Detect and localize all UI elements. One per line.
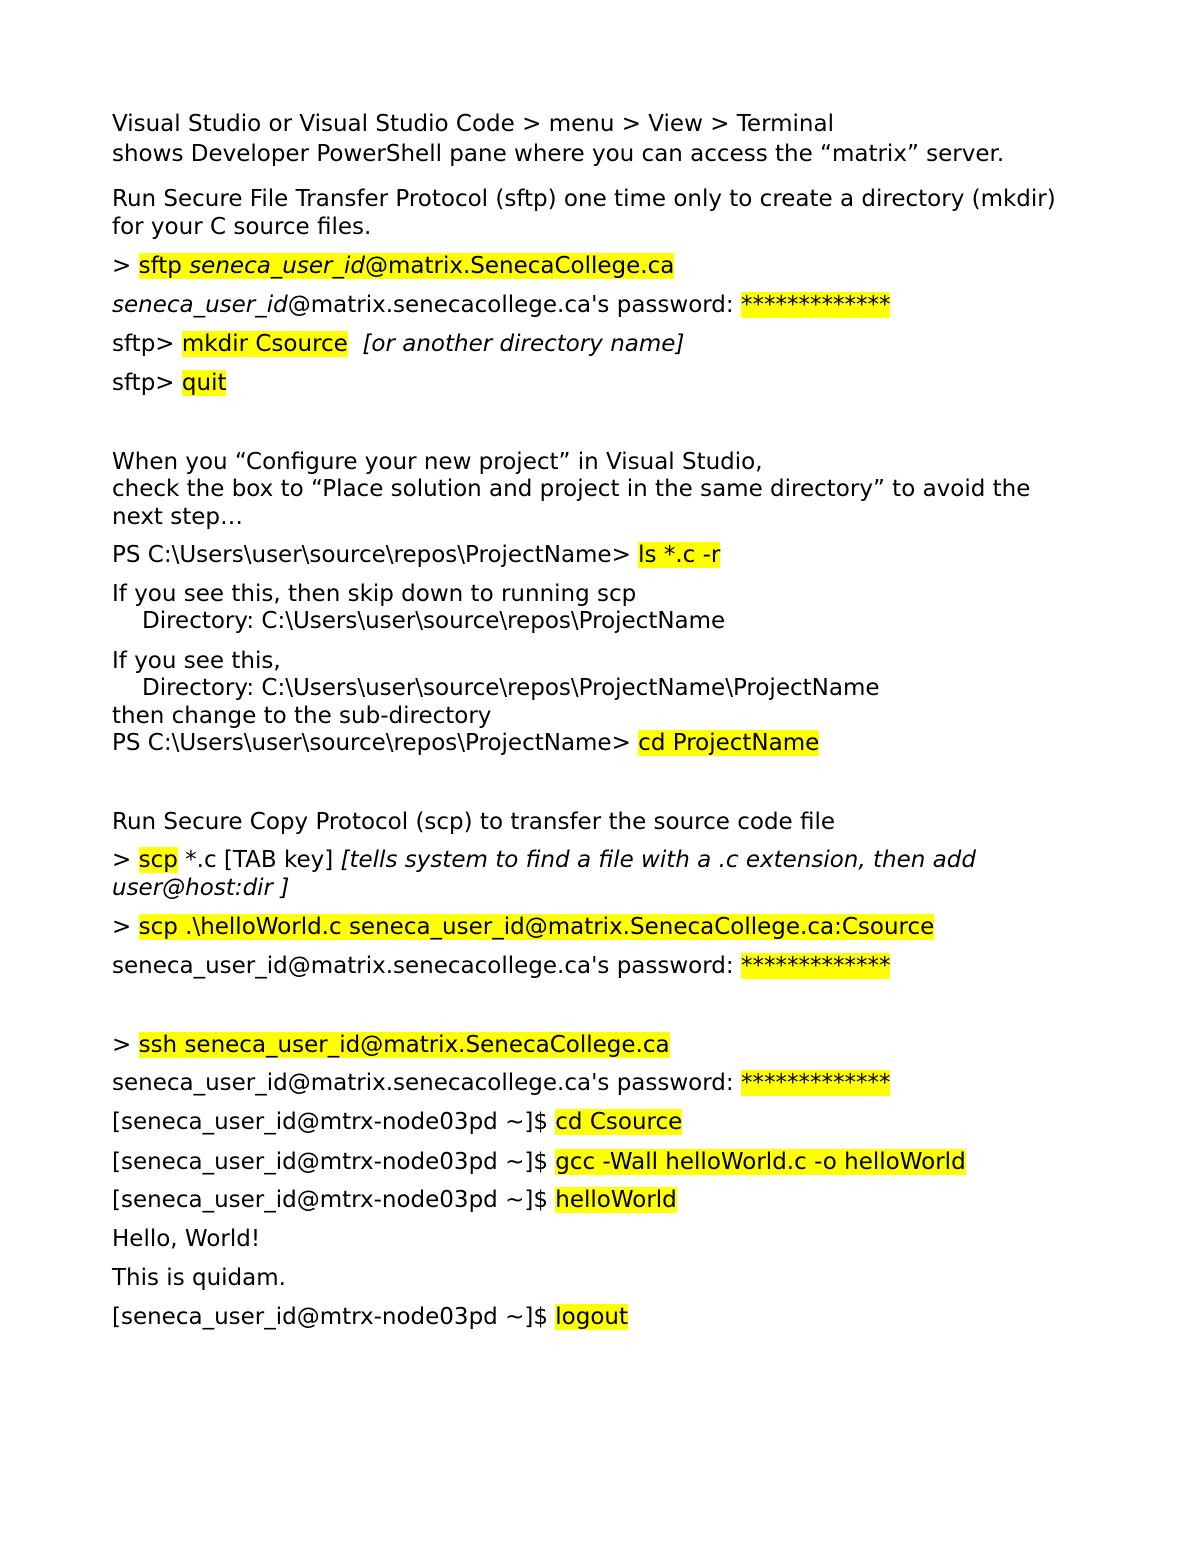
cd-project-line — [112, 729, 819, 757]
sftp-intro-line-1: Run Secure File Transfer Protocol (sftp) one time only to create a directory (mkdir) — [112, 186, 1056, 212]
skip-note: If you see this, then skip down to running scp — [112, 581, 637, 607]
program-output-2: This is quidam. — [112, 1265, 286, 1291]
gcc-line — [112, 1148, 966, 1176]
sftp-intro-line-2: for your C source files. — [112, 214, 372, 240]
sftp-command-line — [112, 252, 674, 280]
sftp-mkdir-line — [112, 330, 684, 358]
powershell-prompt: PS C:\Users\user\source\repos\ProjectName> — [112, 730, 639, 756]
cd-project-command: cd ProjectName — [638, 730, 820, 756]
scp-command: scp — [138, 847, 178, 873]
prompt: > — [112, 847, 139, 873]
password-prompt: seneca_user_id@matrix.senecacollege.ca's password: — [112, 1070, 741, 1096]
program-output-1: Hello, World! — [112, 1226, 261, 1252]
directory-output-1: Directory: C:\Users\user\source\repos\ProjectName — [142, 608, 726, 634]
shell-prompt: [seneca_user_id@mtrx-node03pd ~]$ — [112, 1109, 556, 1135]
sftp-prompt: sftp> — [112, 331, 182, 357]
prompt: > — [112, 253, 139, 279]
sftp-prompt: sftp> — [112, 370, 182, 396]
ssh-command-line — [112, 1031, 670, 1059]
scp-password-line — [112, 952, 890, 980]
scp-note-continued: user@host:dir ] — [112, 875, 290, 901]
shell-prompt: [seneca_user_id@mtrx-node03pd ~]$ — [112, 1149, 556, 1175]
subdirectory-note: then change to the sub-directory — [112, 703, 492, 729]
masked-password: ************* — [740, 953, 891, 979]
gcc-command: gcc -Wall helloWorld.c -o helloWorld — [555, 1149, 966, 1175]
mkdir-note: [or another directory name] — [347, 331, 685, 357]
masked-password: ************* — [740, 1070, 891, 1096]
logout-command: logout — [555, 1304, 629, 1330]
scp-full-command-line — [112, 913, 934, 941]
user-id-placeholder: seneca_user_id — [189, 253, 365, 279]
command-text: sftp — [138, 253, 190, 279]
logout-line — [112, 1303, 628, 1331]
ls-command: ls *.c -r — [638, 542, 721, 568]
password-prompt: seneca_user_id@matrix.senecacollege.ca's password: — [112, 953, 741, 979]
cd-csource-line — [112, 1108, 682, 1136]
alt-note: If you see this, — [112, 648, 281, 674]
highlighted-command — [139, 253, 675, 279]
host-text: @matrix.SenecaCollege.ca — [364, 253, 675, 279]
quit-command: quit — [181, 370, 227, 396]
masked-password: ************* — [740, 292, 891, 318]
configure-line-3: next step… — [112, 504, 244, 530]
directory-output-2: Directory: C:\Users\user\source\repos\ProjectName\ProjectName — [142, 675, 880, 701]
cd-csource-command: cd Csource — [555, 1109, 683, 1135]
user-id-placeholder: seneca_user_id — [112, 292, 288, 318]
powershell-prompt: PS C:\Users\user\source\repos\ProjectName> — [112, 542, 639, 568]
shell-prompt: [seneca_user_id@mtrx-node03pd ~]$ — [112, 1304, 556, 1330]
prompt: > — [112, 1032, 139, 1058]
run-line — [112, 1186, 677, 1214]
scp-args: *.c [TAB key] — [177, 847, 341, 873]
prompt: > — [112, 914, 139, 940]
mkdir-command: mkdir Csource — [181, 331, 348, 357]
sftp-password-line — [112, 291, 890, 319]
shell-prompt: [seneca_user_id@mtrx-node03pd ~]$ — [112, 1187, 556, 1213]
password-prompt: @matrix.senecacollege.ca's password: — [287, 292, 741, 318]
scp-tab-line — [112, 846, 976, 874]
ls-command-line — [112, 541, 720, 569]
sftp-quit-line — [112, 369, 226, 397]
intro-line-2: shows Developer PowerShell pane where you can access the “matrix” server. — [112, 141, 1005, 167]
intro-line-1: Visual Studio or Visual Studio Code > menu > View > Terminal — [112, 111, 834, 137]
ssh-command: ssh seneca_user_id@matrix.SenecaCollege.ca — [138, 1032, 670, 1058]
configure-line-2: check the box to “Place solution and project in the same directory” to avoid the — [112, 476, 1031, 502]
scp-full-command: scp .\helloWorld.c seneca_user_id@matrix.SenecaCollege.ca:Csource — [138, 914, 935, 940]
scp-intro: Run Secure Copy Protocol (scp) to transfer the source code file — [112, 809, 836, 835]
scp-note: [tells system to find a file with a .c extension, then add — [340, 847, 976, 873]
run-command: helloWorld — [555, 1187, 677, 1213]
ssh-password-line — [112, 1069, 890, 1097]
configure-line-1: When you “Configure your new project” in Visual Studio, — [112, 449, 763, 475]
